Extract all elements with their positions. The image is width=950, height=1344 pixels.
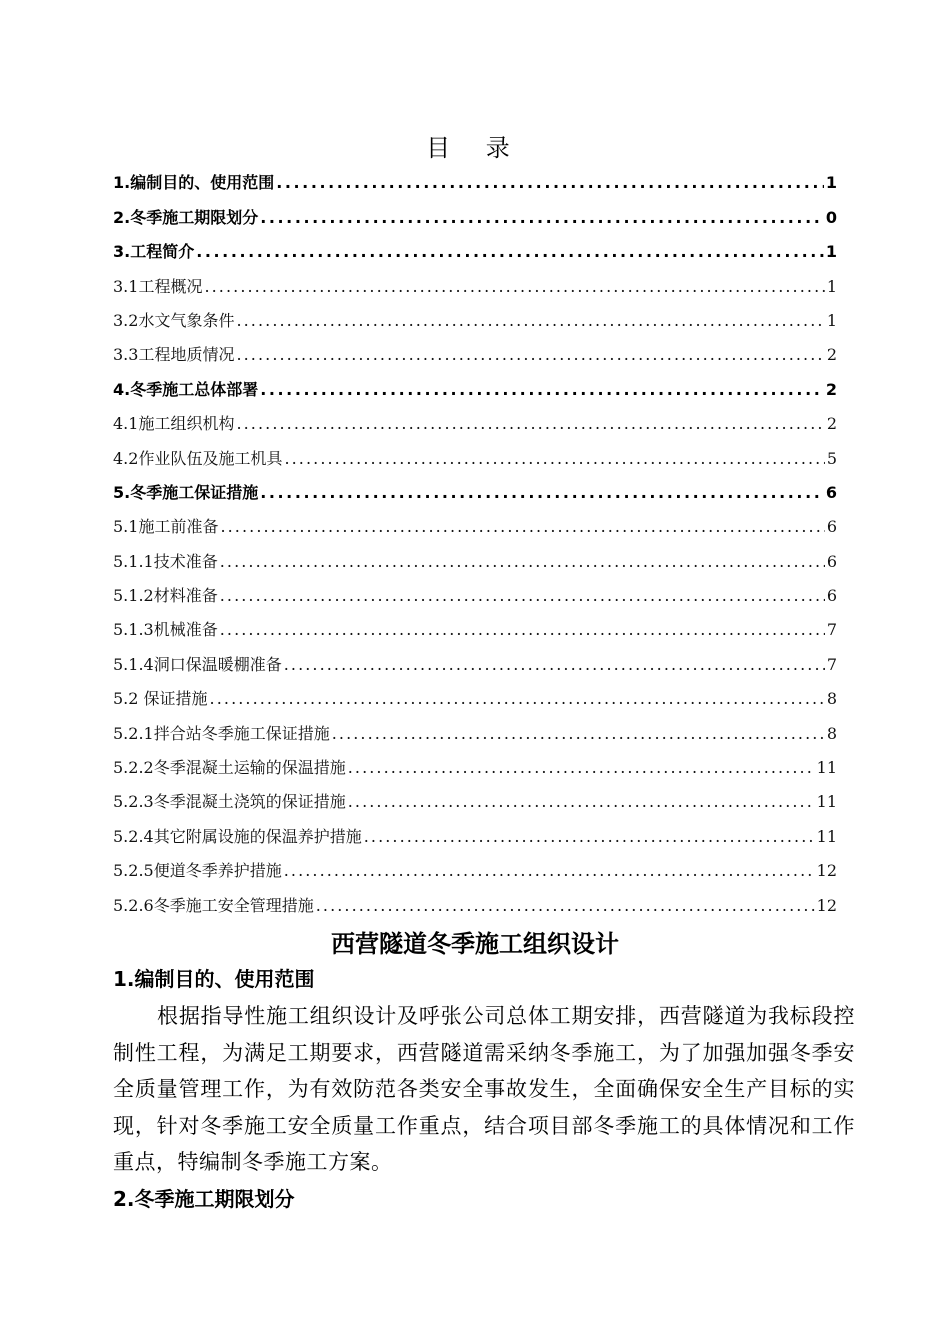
toc-leader-dots — [348, 792, 815, 812]
toc-entry[interactable] — [113, 715, 837, 749]
toc-leader-dots — [220, 620, 825, 640]
toc-leader-dots — [284, 655, 825, 675]
toc-entry-text: 5.1施工前准备 — [113, 517, 219, 537]
toc-leader-dots — [204, 277, 824, 297]
toc-entry-text: 5.2.5便道冬季养护措施 — [113, 861, 282, 881]
toc-entry[interactable] — [113, 337, 837, 371]
toc-page-number: 11 — [816, 758, 837, 778]
toc-entry[interactable] — [113, 818, 837, 852]
toc-leader-dots — [332, 724, 825, 744]
toc-entry-text: 5.1.4洞口保温暖棚准备 — [113, 654, 282, 674]
toc-entry[interactable] — [113, 234, 837, 268]
toc-leader-dots — [284, 449, 824, 469]
toc-leader-dots — [316, 896, 815, 916]
toc-entry[interactable] — [113, 371, 837, 405]
toc-leader-dots — [220, 552, 825, 572]
toc-page-number: 11 — [816, 826, 837, 846]
toc-page-number: 6 — [826, 586, 837, 606]
toc-entry-text: 5.1.3机械准备 — [113, 620, 218, 640]
section-heading: 1.编制目的、使用范围 — [113, 967, 315, 991]
toc-entry[interactable] — [113, 853, 837, 887]
toc-leader-dots — [260, 380, 824, 400]
toc-leader-dots — [220, 517, 824, 537]
toc-leader-dots — [284, 861, 815, 881]
toc-entry-text: 5.2.4其它附属设施的保温养护措施 — [113, 826, 362, 846]
toc-entry-text: 4.冬季施工总体部署 — [113, 379, 259, 399]
toc-entry-text: 4.1施工组织机构 — [113, 414, 235, 434]
toc-entry-text: 2.冬季施工期限划分 — [113, 207, 259, 227]
toc-title: 目 录 — [426, 134, 524, 162]
toc-entry-text: 1.编制目的、使用范围 — [113, 173, 275, 193]
toc-page-number: 6 — [825, 482, 837, 502]
toc-entry-text: 5.1.2材料准备 — [113, 586, 218, 606]
toc-page-number: 6 — [826, 517, 837, 537]
toc-entry[interactable] — [113, 543, 837, 577]
toc-entry[interactable] — [113, 303, 837, 337]
toc-page-number: 0 — [825, 207, 837, 227]
toc-entry[interactable] — [113, 784, 837, 818]
toc-page-number: 12 — [816, 895, 837, 915]
toc-page-number: 7 — [826, 654, 837, 674]
toc-page-number: 8 — [826, 689, 837, 709]
toc-leader-dots — [236, 414, 824, 434]
toc-entry[interactable] — [113, 165, 837, 199]
toc-entry-text: 3.2水文气象条件 — [113, 310, 235, 330]
toc-page-number: 12 — [816, 861, 837, 881]
toc-page-number: 2 — [826, 414, 837, 434]
toc-entry-text: 5.2.2冬季混凝土运输的保温措施 — [113, 758, 346, 778]
toc-entry-text: 4.2作业队伍及施工机具 — [113, 448, 283, 468]
toc-entry[interactable] — [113, 578, 837, 612]
toc-entry-text: 3.工程简介 — [113, 242, 195, 262]
toc-entry-text: 3.1工程概况 — [113, 276, 203, 296]
toc-entry[interactable] — [113, 406, 837, 440]
toc-entry[interactable] — [113, 475, 837, 509]
toc-leader-dots — [236, 345, 824, 365]
toc-entry-text: 5.2.6冬季施工安全管理措施 — [113, 895, 314, 915]
toc-leader-dots — [210, 689, 825, 709]
toc-leader-dots — [260, 208, 824, 228]
table-of-contents — [113, 165, 837, 922]
toc-entry[interactable] — [113, 681, 837, 715]
toc-leader-dots — [260, 483, 824, 503]
toc-page-number: 1 — [826, 310, 837, 330]
body-paragraph: 根据指导性施工组织设计及呼张公司总体工期安排，西营隧道为我标段控制性工程，为满足工期要求，西营隧道需采纳冬季施工，为了加强加强冬季安全质量管理工作，为有效防范各类安全事故发生，全面确保安全生产目标的实现，针对冬季施工安全质量工作重点，结合项目部冬季施工的具体情况和工作重点，特编制冬季施工方案。 — [113, 1004, 855, 1174]
toc-page-number: 1 — [825, 242, 837, 262]
toc-entry-text: 5.2.1拌合站冬季施工保证措施 — [113, 723, 330, 743]
toc-page-number: 2 — [826, 345, 837, 365]
document-title: 西营隧道冬季施工组织设计 — [331, 930, 619, 958]
toc-leader-dots — [364, 827, 815, 847]
toc-page-number: 1 — [826, 276, 837, 296]
toc-leader-dots — [348, 758, 815, 778]
toc-page-number: 2 — [825, 379, 837, 399]
toc-page-number: 7 — [826, 620, 837, 640]
toc-leader-dots — [276, 173, 824, 193]
toc-entry-text: 5.冬季施工保证措施 — [113, 482, 259, 502]
section-heading: 2.冬季施工期限划分 — [113, 1187, 295, 1211]
toc-entry[interactable] — [113, 646, 837, 680]
toc-entry[interactable] — [113, 199, 837, 233]
toc-page-number: 8 — [826, 723, 837, 743]
toc-leader-dots — [196, 242, 824, 262]
toc-leader-dots — [220, 586, 825, 606]
toc-page-number: 11 — [816, 792, 837, 812]
toc-entry-text: 5.2.3冬季混凝土浇筑的保证措施 — [113, 792, 346, 812]
toc-entry[interactable] — [113, 440, 837, 474]
toc-entry[interactable] — [113, 268, 837, 302]
toc-entry[interactable] — [113, 612, 837, 646]
toc-entry-text: 5.1.1技术准备 — [113, 551, 218, 571]
toc-leader-dots — [236, 311, 824, 331]
toc-entry-text: 5.2 保证措施 — [113, 689, 208, 709]
toc-page-number: 1 — [825, 173, 837, 193]
toc-entry[interactable] — [113, 509, 837, 543]
toc-page-number: 6 — [826, 551, 837, 571]
toc-page-number: 5 — [826, 448, 837, 468]
toc-entry[interactable] — [113, 887, 837, 921]
toc-entry-text: 3.3工程地质情况 — [113, 345, 235, 365]
toc-entry[interactable] — [113, 750, 837, 784]
